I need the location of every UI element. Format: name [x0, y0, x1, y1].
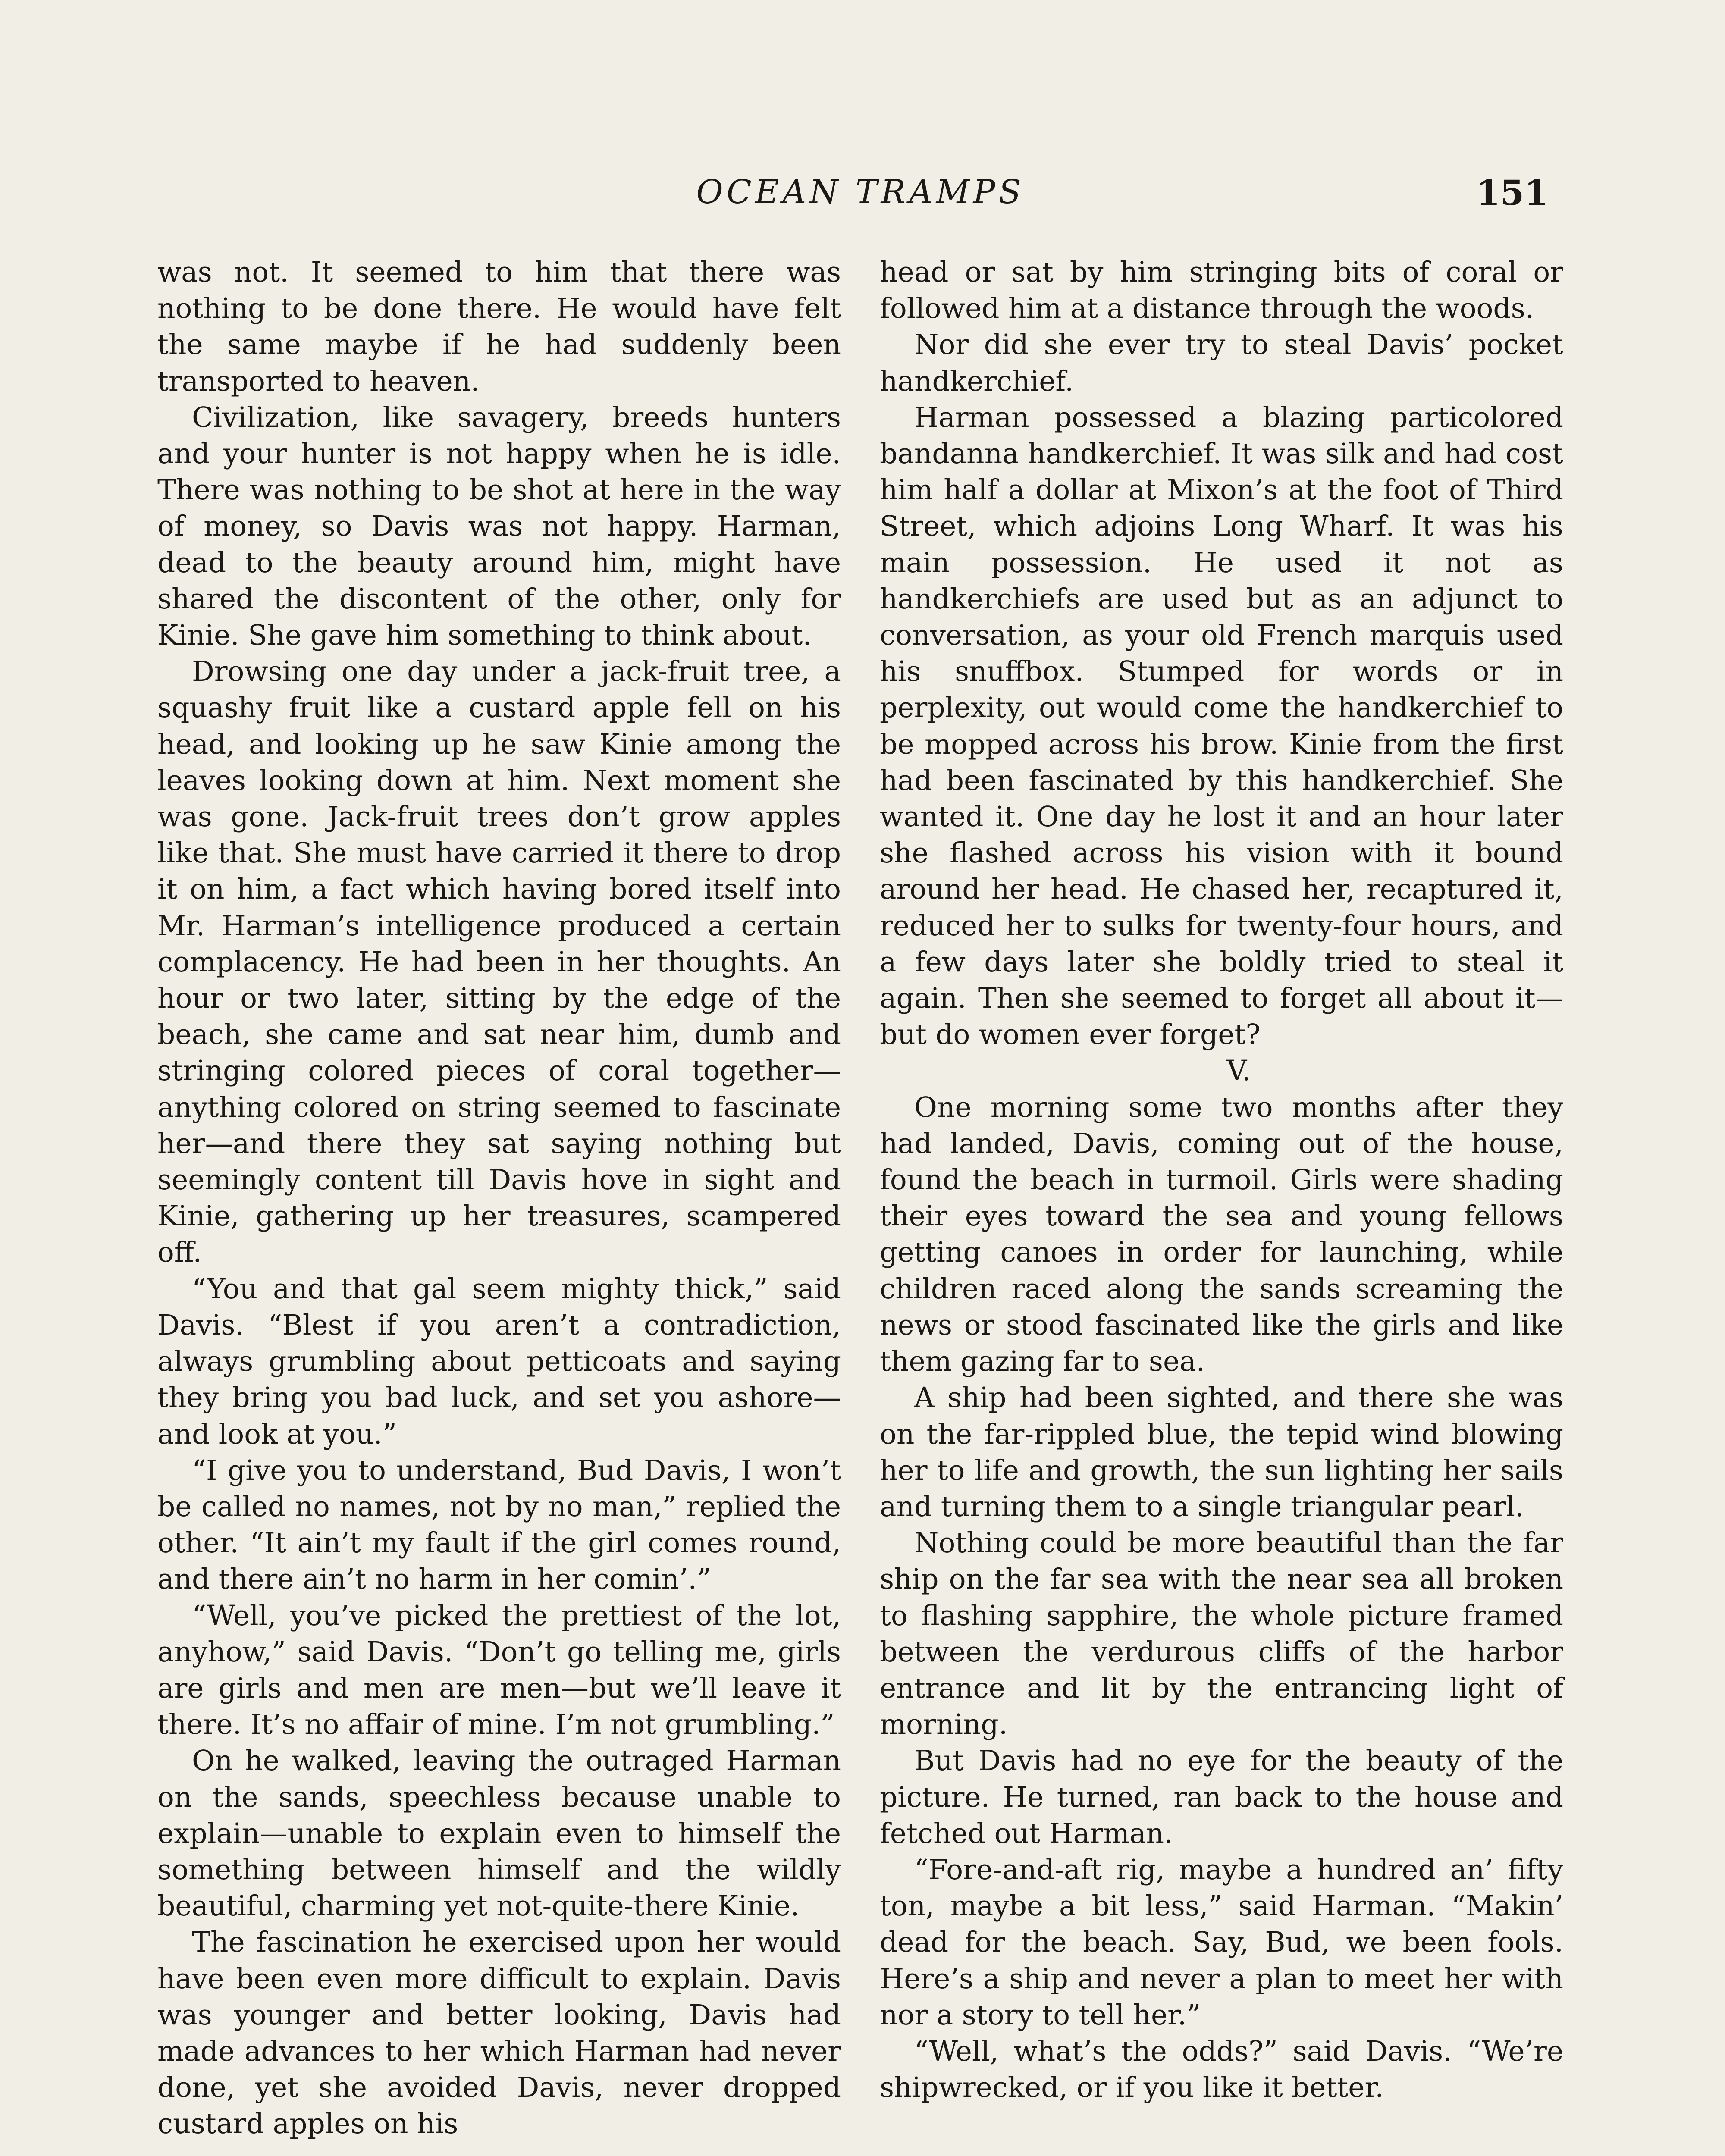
paragraph: “I give you to understand, Bud Davis, I won’t be called no names, not by no man,” replied the other. “It ain’t my fault if the girl comes round, and there ain’t no harm in her comin’.”	[157, 1454, 841, 1596]
paragraph: The fascination he exercised upon her would have been even more difficult to explain. Davis was younger and better looking, Davis had made advances to her which Harman had never done, yet she avoided Davis, never dropped custard apples on his	[157, 1926, 841, 2140]
paragraph: One morning some two months after they had landed, Davis, coming out of the house, found the beach in turmoil. Girls were shading their eyes toward the sea and young fellows getting canoes in order for launching, while children raced along the sands screaming the news or stood fascinated like the girls and like them gazing far to sea.	[880, 1091, 1563, 1378]
page-number: 151	[1476, 172, 1548, 213]
section-number: V.	[1226, 1055, 1251, 1087]
running-head	[155, 172, 1565, 220]
paragraph: was not. It seemed to him that there was nothing to be done there. He would have felt the same maybe if he had suddenly been transported to heaven.	[157, 256, 841, 398]
paragraph: Civilization, like savagery, breeds hunters and your hunter is not happy when he is idle. There was nothing to be shot at here in the way of money, so Davis was not happy. Harman, dead to the beauty around him, might have shared the discontent of the other, only for Kinie. She gave him something to think about.	[157, 401, 841, 652]
paragraph: Drowsing one day under a jack-fruit tree, a squashy fruit like a custard apple fell on his head, and looking up he saw Kinie among the leaves looking down at him. Next moment she was gone. Jack-fruit trees don’t grow apples like that. She must have carried it there to drop it on him, a fact which having bored itself into Mr. Harman’s intelligence produced a certain complacency. He had been in her thoughts. An hour or two later, sitting by the edge of the beach, she came and sat near him, dumb and stringing colored pieces of coral together—anything colored on string seemed to fascinate her—and there they sat saying nothing but seemingly content till Davis hove in sight and Kinie, gathering up her treasures, scampered off.	[157, 655, 841, 1269]
paragraph: “Well, what’s the odds?” said Davis. “We’re shipwrecked, or if you like it better.	[880, 2035, 1563, 2104]
paragraph: “Fore-and-aft rig, maybe a hundred an’ fifty ton, maybe a bit less,” said Harman. “Makin’ dead for the beach. Say, Bud, we been fools. Here’s a ship and never a plan to meet her with nor a story to tell her.”	[880, 1853, 1563, 2031]
right-column	[880, 254, 1563, 2106]
paragraph: head or sat by him stringing bits of coral or followed him at a distance through the woods.	[880, 256, 1563, 325]
paragraph: Nor did she ever try to steal Davis’ pocket handkerchief.	[880, 329, 1563, 398]
paragraph: “You and that gal seem mighty thick,” said Davis. “Blest if you aren’t a contradiction, always grumbling about petticoats and saying they bring you bad luck, and set you ashore—and look at you.”	[157, 1272, 841, 1451]
left-column	[157, 254, 841, 2143]
running-title: OCEAN TRAMPS	[696, 172, 1025, 211]
paragraph: On he walked, leaving the outraged Harman on the sands, speechless because unable to explain—unable to explain even to himself the something between himself and the wildly beautiful, charming yet not-quite-there Kinie.	[157, 1745, 841, 1923]
paragraph: Harman possessed a blazing particolored bandanna handkerchief. It was silk and had cost him half a dollar at Mixon’s at the foot of Third Street, which adjoins Long Wharf. It was his main possession. He used it not as handkerchiefs are used but as an adjunct to conversation, as your old French marquis used his snuffbox. Stumped for words or in perplexity, out would come the handkerchief to be mopped across his brow. Kinie from the first had been fascinated by this handkerchief. She wanted it. One day he lost it and an hour later she flashed across his vision with it bound around her head. He chased her, recaptured it, reduced her to sulks for twenty-four hours, and a few days later she boldly tried to steal it again. Then she seemed to forget all about it—but do women ever forget?	[880, 401, 1563, 1051]
paragraph: A ship had been sighted, and there she was on the far-rippled blue, the tepid wind blowing her to life and growth, the sun lighting her sails and turning them to a single triangular pearl.	[880, 1382, 1563, 1523]
paragraph: But Davis had no eye for the beauty of the picture. He turned, ran back to the house and fetched out Harman.	[880, 1745, 1563, 1850]
paragraph: Nothing could be more beautiful than the far ship on the far sea with the near sea all broken to flashing sapphire, the whole picture framed between the verdurous cliffs of the harbor entrance and lit by the entrancing light of morning.	[880, 1527, 1563, 1741]
paragraph: “Well, you’ve picked the prettiest of the lot, anyhow,” said Davis. “Don’t go telling me, girls are girls and men are men—but we’ll leave it there. It’s no affair of mine. I’m not grumbling.”	[157, 1599, 841, 1741]
